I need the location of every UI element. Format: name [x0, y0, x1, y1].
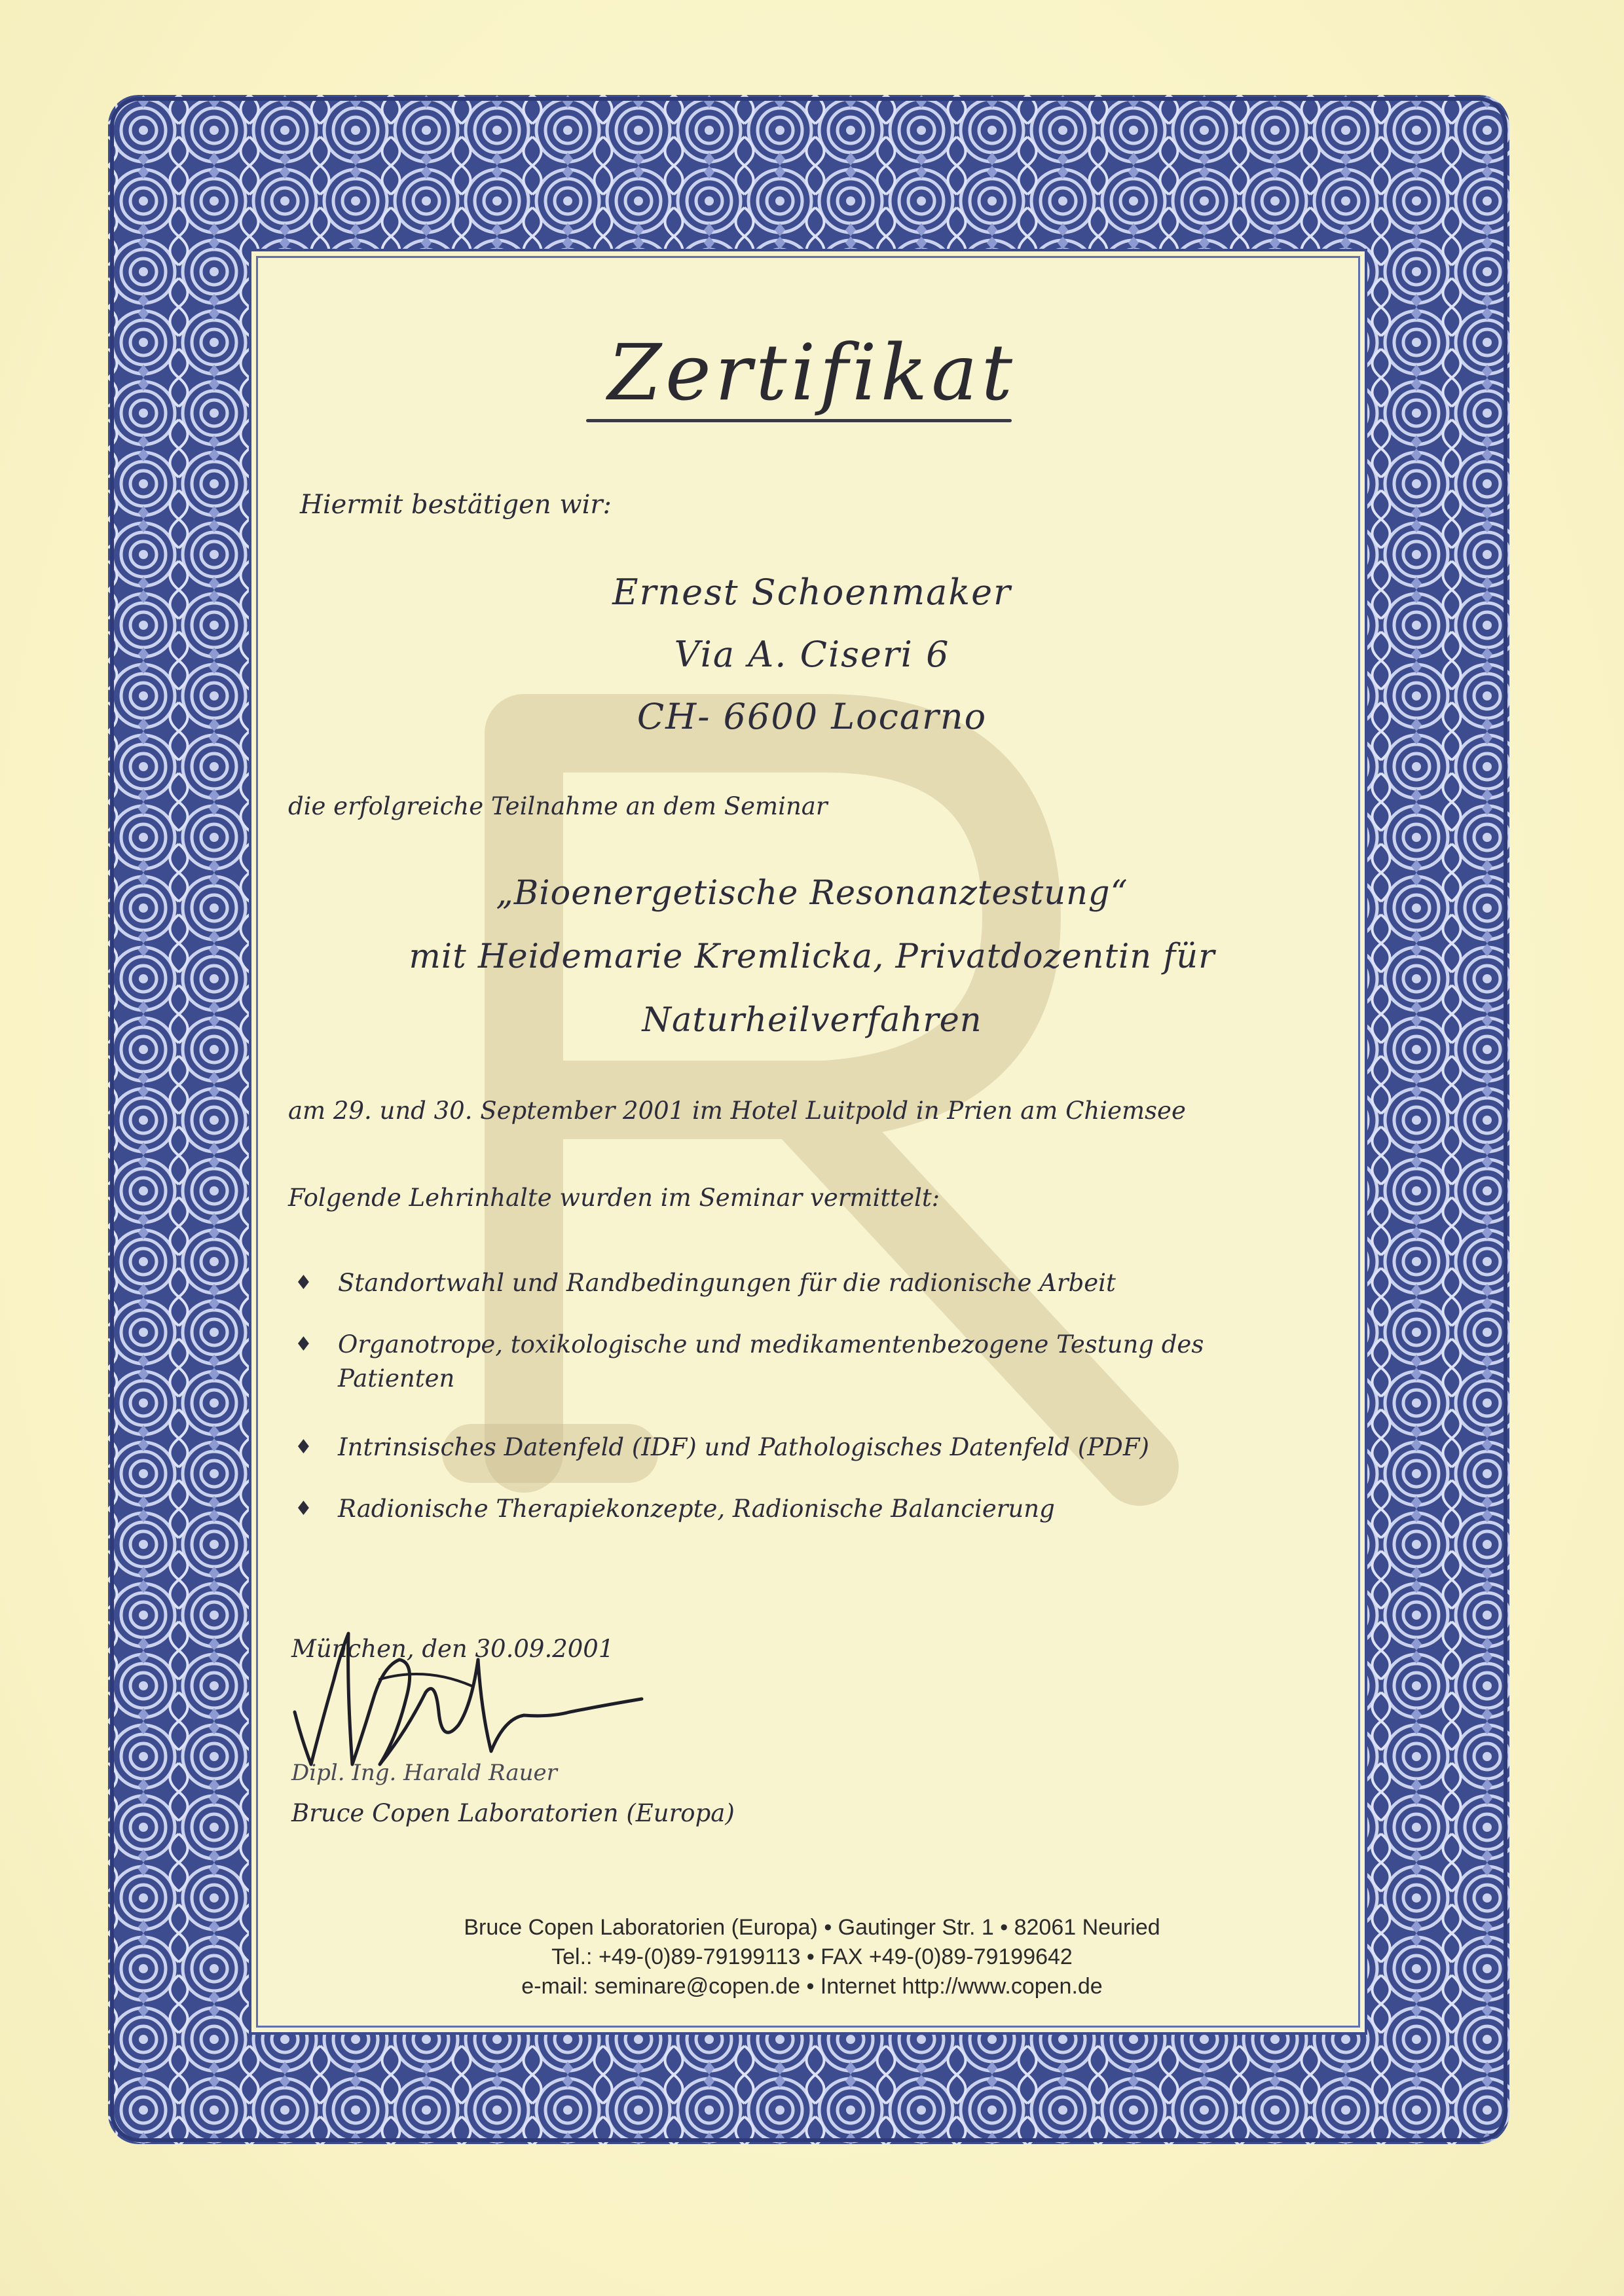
sign-place-date: München, den 30.09.2001 — [291, 1635, 614, 1663]
list-item — [295, 1266, 1329, 1300]
topic-text: Standortwahl und Randbedingungen für die radionische Arbeit — [338, 1269, 1116, 1297]
list-item — [295, 1430, 1329, 1465]
participation-text: die erfolgreiche Teilnahme an dem Seminar — [288, 792, 828, 820]
seminar-date-place: am 29. und 30. September 2001 im Hotel Luitpold in Prien am Chiemsee — [288, 1097, 1186, 1125]
seminar-instructor: mit Heidemarie Kremlicka, Privatdozentin für — [409, 938, 1215, 976]
recipient-name: Ernest Schoenmaker — [612, 572, 1012, 613]
certificate-title: Zertifikat — [607, 327, 1017, 418]
handwritten-signature — [275, 1601, 668, 1784]
signer-name: Dipl. Ing. Harald Rauer — [291, 1760, 557, 1786]
diamond-bullet-icon: ♦ — [295, 1271, 312, 1294]
diamond-bullet-icon: ♦ — [295, 1436, 312, 1459]
topic-text: Intrinsisches Datenfeld (IDF) und Pathologisches Datenfeld (PDF) — [338, 1433, 1149, 1461]
footer-phone-fax: Tel.: +49-(0)89-79199113 • FAX +49-(0)89-79199642 — [551, 1944, 1073, 1969]
seminar-title: „Bioenergetische Resonanztestung“ — [496, 874, 1128, 913]
recipient-street: Via A. Ciseri 6 — [674, 634, 950, 675]
recipient-city: CH- 6600 Locarno — [637, 696, 987, 737]
signer-organization: Bruce Copen Laboratorien (Europa) — [291, 1799, 735, 1827]
diamond-bullet-icon: ♦ — [295, 1333, 312, 1356]
list-item — [295, 1328, 1329, 1396]
footer-email-web: e-mail: seminare@copen.de • Internet http://www.copen.de — [521, 1974, 1103, 1999]
diamond-bullet-icon: ♦ — [295, 1497, 312, 1520]
topic-text: Radionische Therapiekonzepte, Radionische Balancierung — [338, 1495, 1055, 1523]
seminar-field: Naturheilverfahren — [642, 1001, 982, 1040]
intro-text: Hiermit bestätigen wir: — [300, 490, 612, 520]
content-heading: Folgende Lehrinhalte wurden im Seminar vermittelt: — [288, 1184, 940, 1212]
topic-text: Organotrope, toxikologische und medikamentenbezogene Testung des Patienten — [338, 1330, 1204, 1393]
list-item — [295, 1492, 1329, 1526]
title-underline — [586, 419, 1012, 422]
footer-address: Bruce Copen Laboratorien (Europa) • Gautinger Str. 1 • 82061 Neuried — [464, 1915, 1160, 1940]
